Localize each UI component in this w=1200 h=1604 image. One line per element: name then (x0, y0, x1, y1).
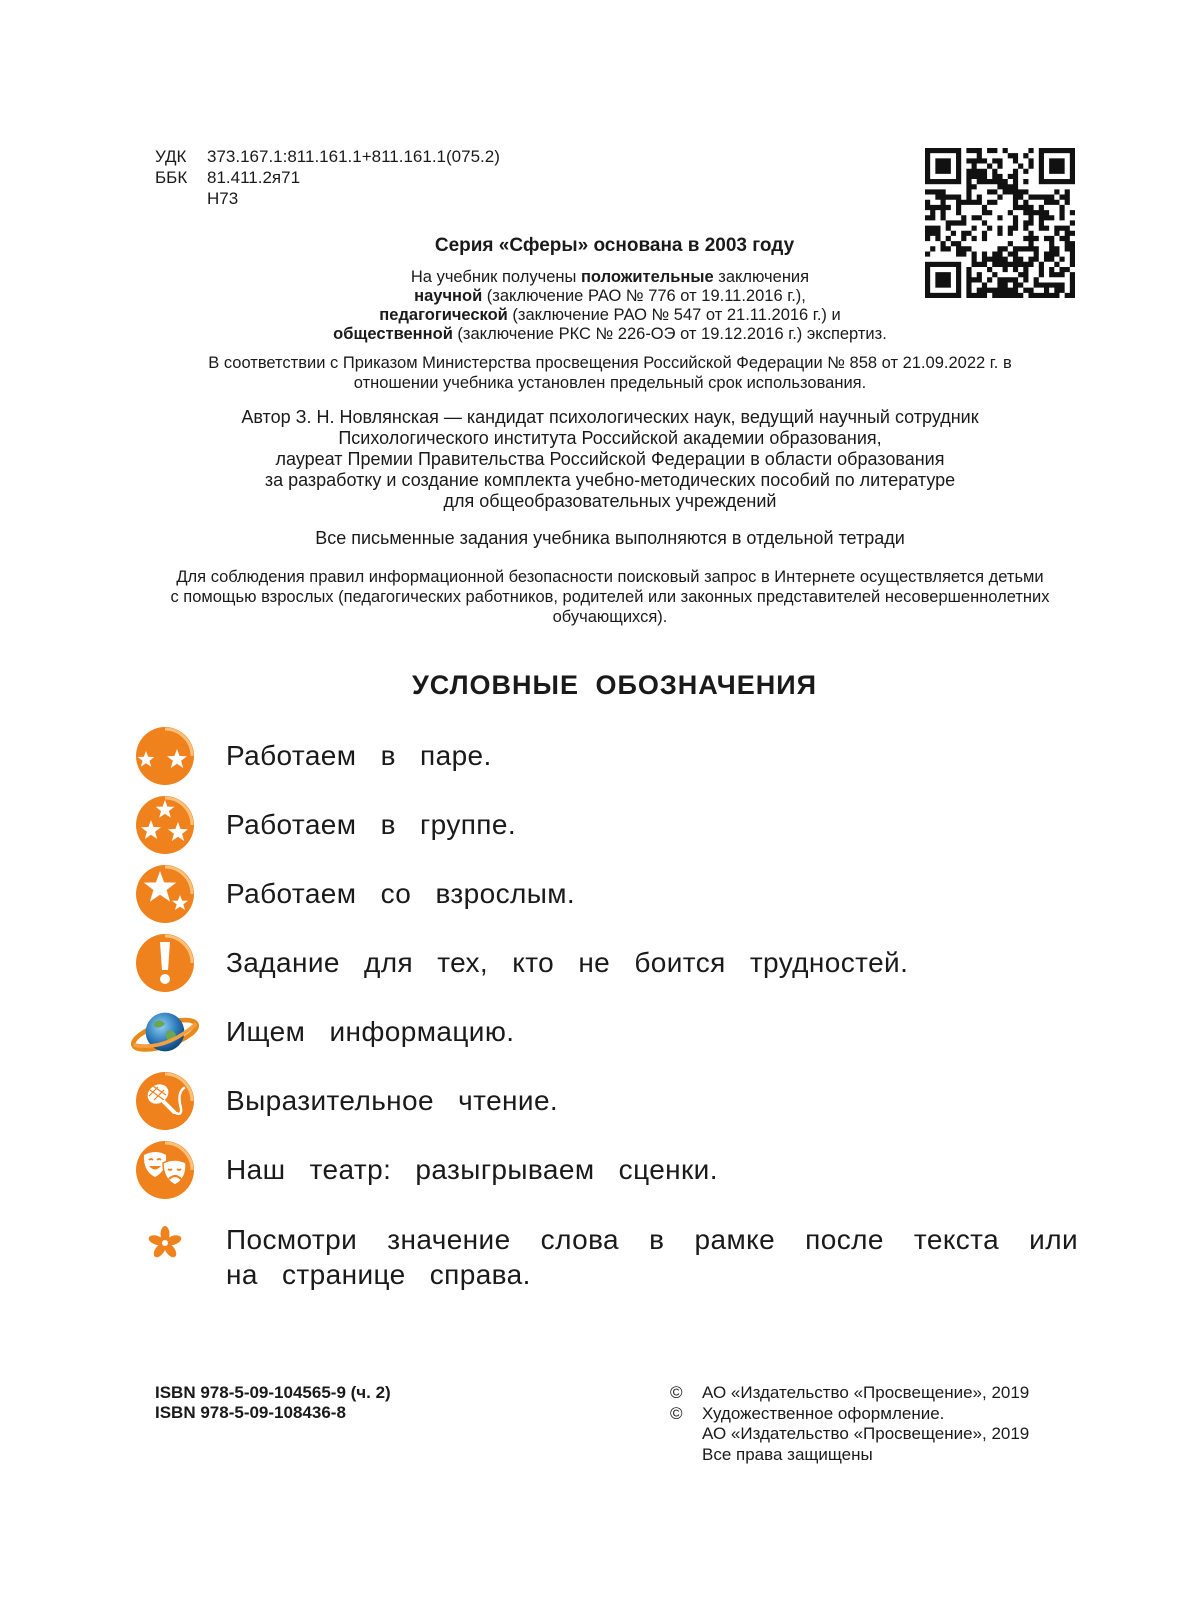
legend-item-hard-task (130, 931, 1080, 995)
udk-label: УДК (155, 147, 187, 166)
isbn-set: ISBN 978-5-09-108436-8 (155, 1403, 346, 1422)
legend-item-group (130, 793, 1080, 857)
classification-block (155, 146, 500, 209)
legend-item-theater (130, 1138, 1080, 1202)
legend-item-information (130, 1000, 1080, 1064)
legend-title: УСЛОВНЫЕ ОБОЗНАЧЕНИЯ (411, 670, 818, 700)
copyright-icon: © (670, 1383, 683, 1402)
order-notice: В соответствии с Приказом Министерства просвещения Российской Федерации № 858 от 21.09.2022 г. в отношении учебника установлен предельный срок использования. (208, 354, 1012, 392)
author-info: Автор З. Н. Новлянская — кандидат психологических наук, ведущий научный сотрудник Психологического института Российской академии образования, лауреат Премии Правительства Российской Федерации в области образования за разработку и создание комплекта учебно-методических пособий по литературе для общеобразовательных учреждений (241, 407, 979, 511)
legend-label: Выразительное чтение. (226, 1085, 559, 1116)
written-tasks-note: Все письменные задания учебника выполняются в отдельной тетради (315, 528, 905, 548)
copyright-icon: © (670, 1403, 683, 1423)
bbk-value: 81.411.2я71 (207, 168, 301, 187)
copyright-block: © АО «Издательство «Просвещение», 2019 © Художественное оформление. АО «Издательство «Просвещение», 2019 Все права защищены (670, 1383, 1030, 1464)
legend-label: Работаем в паре. (226, 740, 492, 771)
udk-value: 373.167.1:811.161.1+811.161.1(075.2) (207, 147, 500, 166)
legend-label: Работаем в группе. (226, 809, 516, 840)
security-notice: Для соблюдения правил информационной безопасности поисковый запрос в Интернете осуществляется детьми с помощью взрослых (педагогических работников, родителей или законных представителей несовершеннолетних обучающихся). (170, 568, 1050, 626)
legend-item-adult (130, 862, 1080, 926)
globe-icon (130, 1000, 200, 1064)
expert-conclusions: На учебник получены положительные заключения научной (заключение РАО № 776 от 19.11.2016 г.), педагогической (заключение РАО № 547 от 21.11.2016 г.) и общественной (заключение РКС № 226-ОЭ от 19.12.2016 г.) экспертиз. (333, 268, 887, 343)
legend-item-word-meaning (130, 1222, 1080, 1292)
bbk-label: ББК (155, 168, 188, 187)
exclamation-icon (130, 931, 200, 995)
asterisk-icon (130, 1222, 200, 1260)
isbn-volume: ISBN 978-5-09-104565-9 (ч. 2) (155, 1383, 391, 1402)
big-small-star-icon (130, 862, 200, 926)
theater-masks-icon (130, 1138, 200, 1202)
legend-label: Наш театр: разыгрываем сценки. (226, 1154, 718, 1185)
isbn-block (155, 1383, 391, 1423)
microphone-icon (130, 1069, 200, 1133)
legend-label: Ищем информацию. (226, 1016, 515, 1047)
legend-item-pair (130, 724, 1080, 788)
author-mark: Н73 (207, 189, 239, 208)
legend-label: Работаем со взрослым. (226, 878, 576, 909)
legend-label: Посмотри значение слова в рамке после текста или на странице справа. (226, 1224, 1078, 1290)
series-line: Серия «Сферы» основана в 2003 году (434, 235, 795, 256)
legend-item-reading (130, 1069, 1080, 1133)
two-stars-icon (130, 724, 200, 788)
three-stars-icon (130, 793, 200, 857)
legend-label: Задание для тех, кто не боится трудностей. (226, 947, 909, 978)
